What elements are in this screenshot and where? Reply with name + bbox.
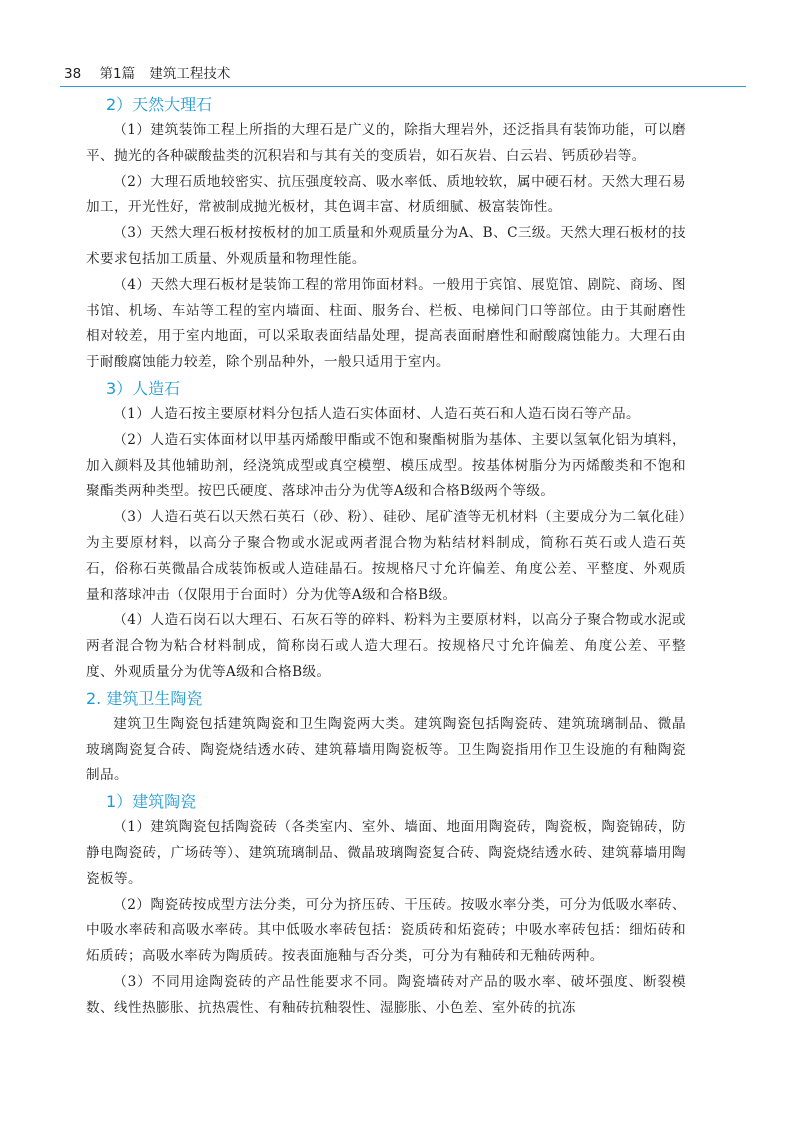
paragraph: （2）人造石实体面材以甲基丙烯酸甲酯或不饱和聚酯树脂为基体、主要以氢氧化铝为填料，加入颜料及其他辅助剂，经浇筑成型或真空模塑、模压成型。按基体树脂分为丙烯酸类和不饱和聚酯类两种类型。按巴氏硬度、落球冲击分为优等A级和合格B级两个等级。 [86,431,686,500]
paragraph: （1）人造石按主要原材料分包括人造石实体面材、人造石英石和人造石岗石等产品。 [113,405,641,422]
paragraph: （1）建筑装饰工程上所指的大理石是广义的，除指大理岩外，还泛指具有装饰功能，可以磨平、抛光的各种碳酸盐类的沉积岩和与其有关的变质岩，如石灰岩、白云岩、钙质砂岩等。 [86,122,686,164]
heading-artificial-stone: 3）人造石 [106,378,181,398]
paragraph: （2）大理石质地较密实、抗压强度较高、吸水率低、质地较软，属中硬石材。天然大理石易加工，开光性好，常被制成抛光板材，其色调丰富、材质细腻、极富装饰性。 [86,173,686,216]
paragraph: （4）人造石岗石以大理石、石灰石等的碎料、粉料为主要原材料，以高分子聚合物或水泥或两者混合物为粘合材料制成，简称岗石或人造大理石。按规格尺寸允许偏差、角度公差、平整度、外观质量分为优等A级和合格B级。 [86,612,686,680]
paragraph: （3）不同用途陶瓷砖的产品性能要求不同。陶瓷墙砖对产品的吸水率、破坏强度、断裂模数、线性热膨胀、抗热震性、有釉砖抗釉裂性、湿膨胀、小色差、室外砖的抗冻 [86,973,686,1016]
paragraph: （2）陶瓷砖按成型方法分类，可分为挤压砖、干压砖。按吸水率分类，可分为低吸水率砖、中吸水率砖和高吸水率砖。其中低吸水率砖包括：瓷质砖和炻瓷砖；中吸水率砖包括：细炻砖和炻质砖；高吸水率砖为陶质砖。按表面施釉与否分类，可分为有釉砖和无釉砖两种。 [86,896,686,965]
heading-building-ceramics: 1）建筑陶瓷 [106,792,197,812]
paragraph: （3）天然大理石板材按板材的加工质量和外观质量分为A、B、C三级。天然大理石板材的技术要求包括加工质量、外观质量和物理性能。 [86,225,686,267]
heading-natural-marble: 2）天然大理石 [106,95,213,114]
page-number: 38 [64,66,82,82]
paragraph: 建筑卫生陶瓷包括建筑陶瓷和卫生陶瓷两大类。建筑陶瓷包括陶瓷砖、建筑琉璃制品、微晶玻璃陶瓷复合砖、陶瓷烧结透水砖、建筑幕墙用陶瓷板等。卫生陶瓷指用作卫生设施的有釉陶瓷制品。 [86,715,686,784]
page-body [86,92,686,1022]
heading-sanitary-ceramics: 2. 建筑卫生陶瓷 [86,688,203,708]
header-rule [60,86,746,87]
paragraph: （1）建筑陶瓷包括陶瓷砖（各类室内、室外、墙面、地面用陶瓷砖，陶瓷板，陶瓷锦砖，防静电陶瓷砖，广场砖等）、建筑琉璃制品、微晶玻璃陶瓷复合砖、陶瓷烧结透水砖、建筑幕墙用陶瓷板等。 [86,819,686,887]
part-label: 第1篇 [99,66,136,82]
chapter-title: 建筑工程技术 [149,66,231,82]
paragraph: （4）天然大理石板材是装饰工程的常用饰面材料。一般用于宾馆、展览馆、剧院、商场、图书馆、机场、车站等工程的室内墙面、柱面、服务台、栏板、电梯间门口等部位。由于其耐磨性相对较差，用于室内地面，可以采取表面结晶处理，提高表面耐磨性和耐酸腐蚀能力。大理石由于耐酸腐蚀能力较差，除个别品种外，一般只适用于室内。 [86,276,686,371]
paragraph: （3）人造石英石以天然石英石（砂、粉）、硅砂、尾矿渣等无机材料（主要成分为二氧化硅）为主要原材料，以高分子聚合物或水泥或两者混合物为粘结材料制成，简称石英石或人造石英石，俗称石英微晶合成装饰板或人造硅晶石。按规格尺寸允许偏差、角度公差、平整度、外观质量和落球冲击（仅限用于台面时）分为优等A级和合格B级。 [86,509,686,603]
running-header [64,62,744,84]
